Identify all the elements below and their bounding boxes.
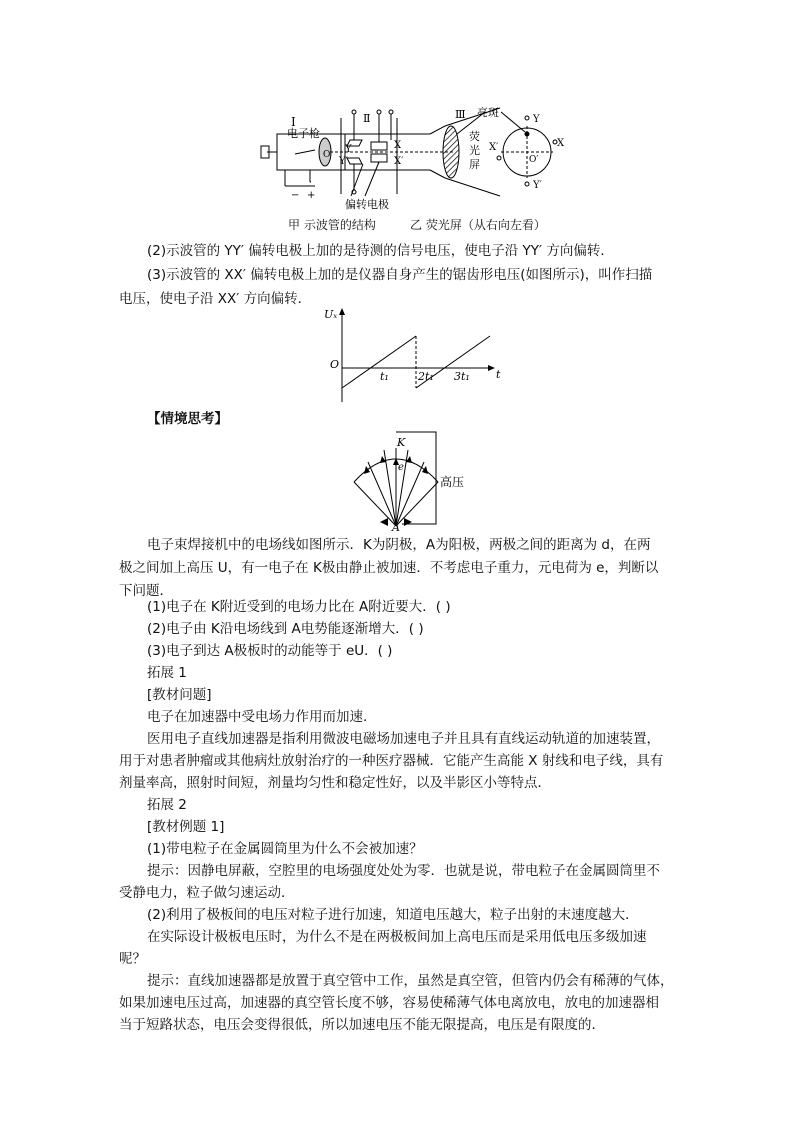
- fig2-t3: 3t₁: [454, 370, 470, 383]
- fig2-origin: O: [330, 358, 340, 371]
- hint-1b: 受静电力，粒子做匀速运动．: [119, 885, 295, 901]
- question-1: (1)电子在 K附近受到的电场力比在 A附近要大．( ): [147, 599, 451, 615]
- scenario-b: 极之间加上高压 U，有一电子在 K极由静止被加速．不考虑电子重力，元电荷为 e，判断以: [119, 560, 659, 576]
- question-2: (2)电子由 K沿电场线到 A电势能逐渐增大．( ): [147, 621, 424, 637]
- example-question-2: (2)利用了极板间的电压对粒子进行加速，知道电压越大，粒子出射的末速度越大．: [147, 907, 639, 923]
- label-X-right: X: [557, 138, 565, 149]
- label-spot: 亮斑: [477, 106, 499, 119]
- label-screen-1: 荧: [469, 130, 480, 143]
- example-question-3a: 在实际设计极板电压时，为什么不是在两极板间加上高电压而是采用低电压多级加速: [147, 929, 647, 945]
- welding-field-figure: [340, 430, 480, 532]
- label-Y: Y: [345, 144, 352, 155]
- hint-2a: 提示：直线加速器都是放置于真空管中工作，虽然是真空管，但管内仍会有稀薄的气体，: [147, 973, 674, 989]
- label-screen-3: 屏: [469, 158, 480, 171]
- fig2-t1: t₁: [380, 370, 389, 383]
- textbook-text-2c: 剂量率高，照射时间短，剂量均匀性和稳定性好，以及半影区小等特点．: [119, 775, 551, 791]
- label-gun: 电子枪: [287, 127, 320, 140]
- figure1-caption-a: 甲 示波管的结构: [288, 218, 376, 232]
- label-Y-right: Y: [533, 114, 540, 125]
- hint-2c: 当于短路状态，电压会变得很低，所以加速电压不能无限提高，电压是有限度的．: [119, 1017, 605, 1033]
- textbook-example-tag: [教材例题 1]: [147, 819, 225, 835]
- fluorescent-screen: [443, 126, 459, 178]
- fig3-e: e: [398, 462, 404, 473]
- label-electrode: 偏转电极: [345, 198, 389, 211]
- textbook-text-1: 电子在加速器中受电场力作用而加速．: [147, 709, 377, 725]
- sawtooth-voltage-figure: [320, 306, 510, 406]
- fig3-K: K: [397, 436, 406, 449]
- oscilloscope-tube-figure: [255, 104, 575, 214]
- label-screen-2: 光: [469, 144, 480, 157]
- example-question-3b: 呢？: [119, 951, 146, 967]
- textbook-text-2a: 医用电子直线加速器是指利用微波电磁场加速电子并且具有直线运动轨道的加速装置，: [147, 731, 660, 747]
- figure1-caption-b: 乙 荧光屏（从右向左看）: [410, 218, 546, 232]
- label-X: X: [394, 140, 402, 151]
- label-O: O: [323, 150, 331, 160]
- section-title: 【情境思考】: [147, 411, 228, 427]
- label-I: I: [291, 115, 296, 129]
- label-minus: −: [291, 190, 300, 201]
- fig3-A: A: [392, 521, 400, 532]
- label-plus: +: [307, 190, 316, 201]
- textbook-question-tag: [教材问题]: [147, 687, 212, 703]
- example-question-1: (1)带电粒子在金属圆筒里为什么不会被加速？: [147, 841, 423, 857]
- fig2-xlabel: t: [496, 368, 501, 381]
- hint-2b: 如果加速电压过高，加速器的真空管长度不够，容易使稀薄气体电离放电，放电的加速器相: [119, 995, 659, 1011]
- label-Xp: X′: [394, 156, 404, 167]
- label-III: Ⅲ: [455, 108, 466, 121]
- hint-1a: 提示：因静电屏蔽，空腔里的电场强度处处为零．也就是说，带电粒子在金属圆筒里不: [147, 863, 660, 879]
- label-II: Ⅱ: [363, 112, 371, 125]
- extension-2: 拓展 2: [147, 797, 187, 813]
- label-Xp-right: X′: [489, 142, 499, 153]
- fig2-ylabel: Uₓ: [324, 308, 338, 321]
- fig2-t2: 2t₁: [418, 370, 434, 383]
- label-Yp-right: Y′: [533, 180, 542, 191]
- label-Yp: Y′: [339, 156, 348, 167]
- question-3: (3)电子到达 A极板时的动能等于 eU．( ): [147, 643, 393, 659]
- extension-1: 拓展 1: [147, 665, 187, 681]
- paragraph-3a: (3)示波管的 XX′ 偏转电极上加的是仪器自身产生的锯齿形电压(如图所示)，叫作扫描: [147, 267, 653, 283]
- scenario-a: 电子束焊接机中的电场线如图所示．K为阴极，A为阳极，两极之间的距离为 d，在两: [147, 537, 651, 553]
- paragraph-3b: 电压，使电子沿 XX′ 方向偏转．: [119, 291, 312, 307]
- textbook-text-2b: 用于对患者肿瘤或其他病灶放射治疗的一种医疗器械．它能产生高能 X 射线和电子线，具有: [119, 753, 664, 769]
- paragraph-2: (2)示波管的 YY′ 偏转电极上加的是待测的信号电压，使电子沿 YY′ 方向偏转．: [147, 243, 614, 259]
- scenario-c: 下问题．: [119, 583, 173, 599]
- fig3-high-voltage: 高压: [440, 475, 465, 489]
- label-O-prime: O′: [529, 155, 539, 165]
